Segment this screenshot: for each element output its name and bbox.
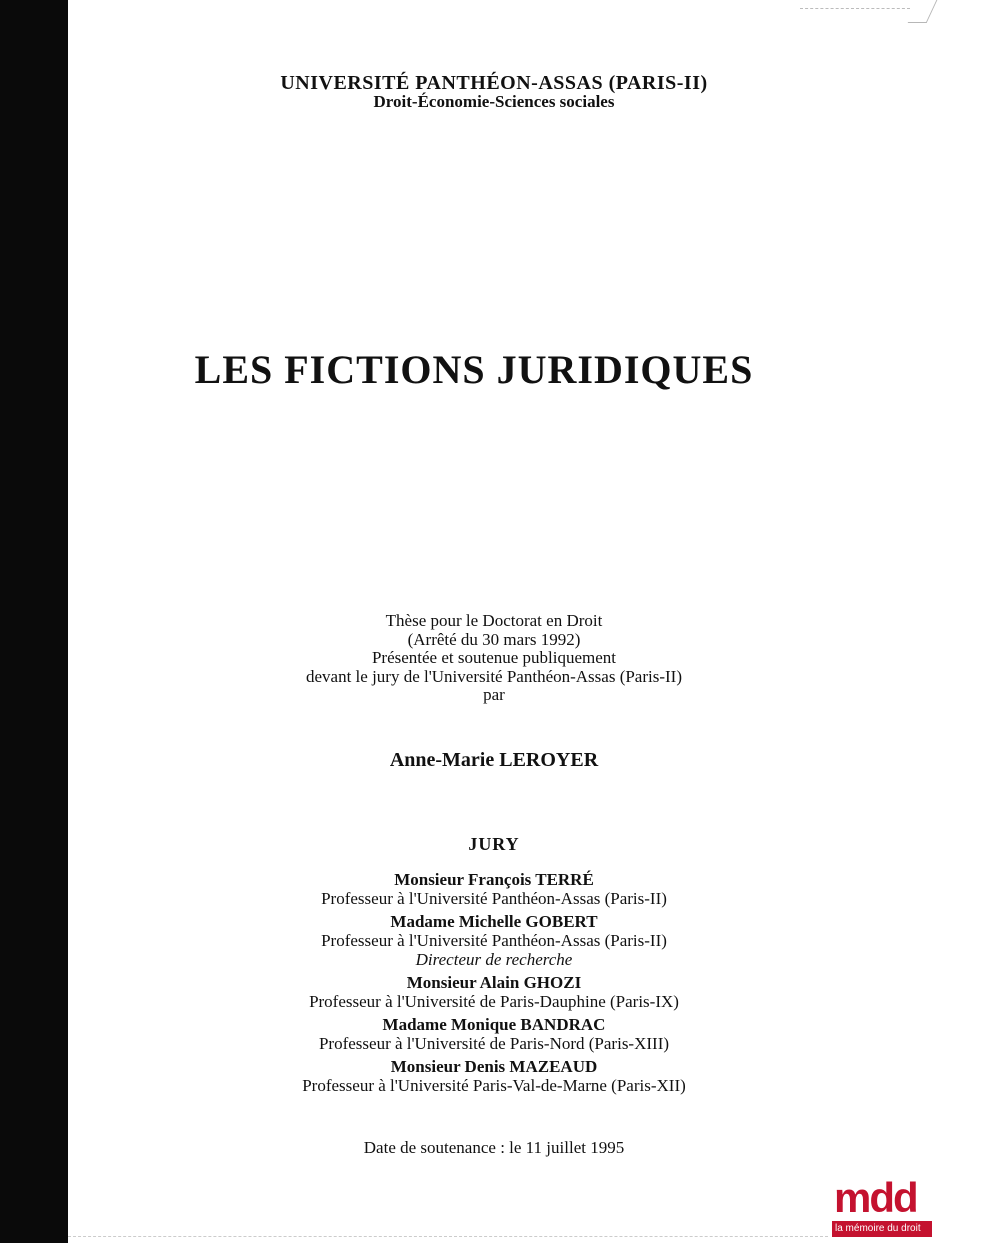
jury-member-title: Professeur à l'Université Panthéon-Assas (Paris-II) <box>321 931 667 950</box>
jury-member-name: Madame Michelle GOBERT <box>390 912 598 931</box>
jury-member <box>68 1015 920 1053</box>
scan-left-edge <box>0 0 68 1243</box>
thesis-line: (Arrêté du 30 mars 1992) <box>407 629 581 649</box>
jury-member-name: Monsieur Denis MAZEAUD <box>390 1057 598 1076</box>
jury-member-title: Professeur à l'Université Panthéon-Assas (Paris-II) <box>321 889 667 908</box>
jury-member-role: Directeur de recherche <box>415 950 573 969</box>
jury-member-title: Professeur à l'Université Paris-Val-de-Marne (Paris-XII) <box>302 1076 686 1095</box>
defense-date: Date de soutenance : le 11 juillet 1995 <box>363 1138 625 1157</box>
jury-list <box>68 870 920 1099</box>
logo-mark: mdd <box>834 1174 917 1221</box>
logo-tagline: la mémoire du droit <box>832 1221 932 1237</box>
scan-bottom-artifact <box>68 1236 828 1237</box>
scan-top-artifact <box>800 8 910 9</box>
jury-member <box>68 870 920 908</box>
faculty-name: Droit-Économie-Sciences sociales <box>373 92 615 111</box>
jury-member <box>68 912 920 969</box>
author-name: Anne-Marie LEROYER <box>389 749 599 771</box>
university-name: UNIVERSITÉ PANTHÉON-ASSAS (PARIS-II) <box>280 72 708 94</box>
jury-member <box>68 1057 920 1095</box>
jury-heading: JURY <box>468 834 520 854</box>
mdd-logo <box>832 1175 932 1243</box>
jury-member-title: Professeur à l'Université de Paris-Dauphine (Paris-IX) <box>309 992 679 1011</box>
jury-member-name: Monsieur François TERRÉ <box>394 870 594 889</box>
thesis-line: Présentée et soutenue publiquement <box>371 648 617 667</box>
scan-corner-fold <box>908 0 938 23</box>
jury-member <box>68 973 920 1011</box>
jury-member-title: Professeur à l'Université de Paris-Nord (Paris-XIII) <box>318 1034 670 1053</box>
thesis-statement <box>68 612 920 705</box>
thesis-line: devant le jury de l'Université Panthéon-Assas (Paris-II) <box>305 666 683 686</box>
jury-member-name: Monsieur Alain GHOZI <box>406 973 582 992</box>
document-title: LES FICTIONS JURIDIQUES <box>194 347 754 392</box>
thesis-line: Thèse pour le Doctorat en Droit <box>385 611 603 630</box>
jury-member-name: Madame Monique BANDRAC <box>382 1015 606 1034</box>
thesis-line: par <box>483 685 505 704</box>
